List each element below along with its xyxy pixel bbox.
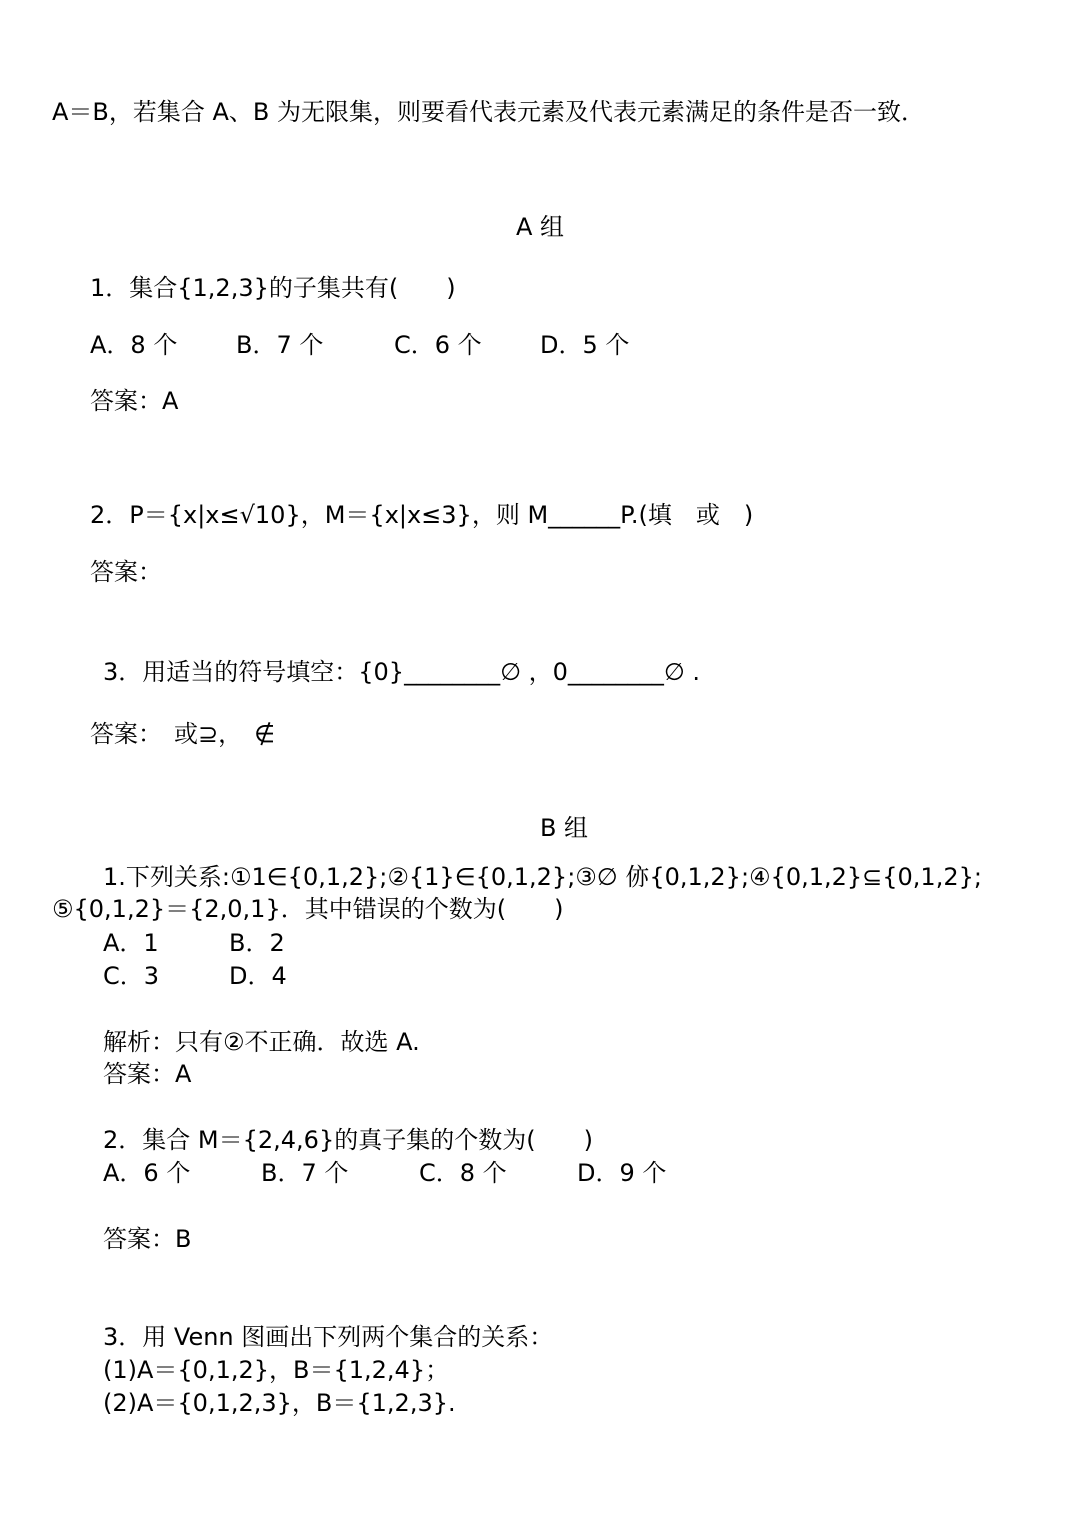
group-b-q1-analysis: 解析：只有②不正确．故选 A. [103,1028,420,1056]
option-d: D．9 个 [577,1159,667,1187]
group-b-title: B 组 [539,814,589,842]
option-a: A．8 个 [90,331,178,359]
group-b-q2-answer: 答案：B [103,1225,192,1253]
option-b: B．7 个 [261,1159,349,1187]
group-b-q1-options-row2 [103,960,287,992]
option-c: C．8 个 [419,1159,507,1187]
group-b-q1-answer: 答案：A [103,1060,192,1088]
group-a-q3-stem: 3．用适当的符号填空：{0}________∅ ，0________∅ . [103,658,701,686]
option-d: D．5 个 [540,331,630,359]
group-a-q1-options [90,329,629,361]
option-c: C．3 [103,962,160,990]
option-c: C．6 个 [394,331,482,359]
group-a-q1-answer: 答案：A [90,387,179,415]
group-b-q3-part2: (2)A＝{0,1,2,3}，B＝{1,2,3}. [103,1389,456,1417]
group-b-q1-stem-line2: ⑤{0,1,2}＝{2,0,1}．其中错误的个数为( ) [52,895,564,923]
option-a: A．6 个 [103,1159,191,1187]
group-b-q1-options-row1 [103,927,285,959]
group-b-q1-stem-line1: 1.下列关系:①1∈{0,1,2};②{1}∈{0,1,2};③∅ 㑊{0,1,2};④{0,1,2}⊆{0,1,2}; [103,863,982,891]
group-a-q1-stem: 1．集合{1,2,3}的子集共有( ) [90,274,456,302]
group-b-q3-stem: 3．用 Venn 图画出下列两个集合的关系： [103,1323,554,1351]
group-a-q3-answer: 答案： 或⊇， ∉ [90,720,276,748]
option-b: B．2 [229,929,285,957]
intro-text: A＝B，若集合 A、B 为无限集，则要看代表元素及代表元素满足的条件是否一致． [52,98,926,126]
option-b: B．7 个 [236,331,324,359]
group-a-q2-stem: 2．P＝{x|x≤√10}，M＝{x|x≤3}，则 M______P.(填 或 ) [90,501,754,529]
option-a: A．1 [103,929,159,957]
group-a-q2-answer: 答案： [90,558,162,586]
group-b-q2-options [103,1157,666,1189]
option-d: D．4 [229,962,287,990]
group-b-q2-stem: 2．集合 M＝{2,4,6}的真子集的个数为( ) [103,1126,593,1154]
group-b-q3-part1: (1)A＝{0,1,2}，B＝{1,2,4}； [103,1356,450,1384]
group-a-title: A 组 [515,213,565,241]
